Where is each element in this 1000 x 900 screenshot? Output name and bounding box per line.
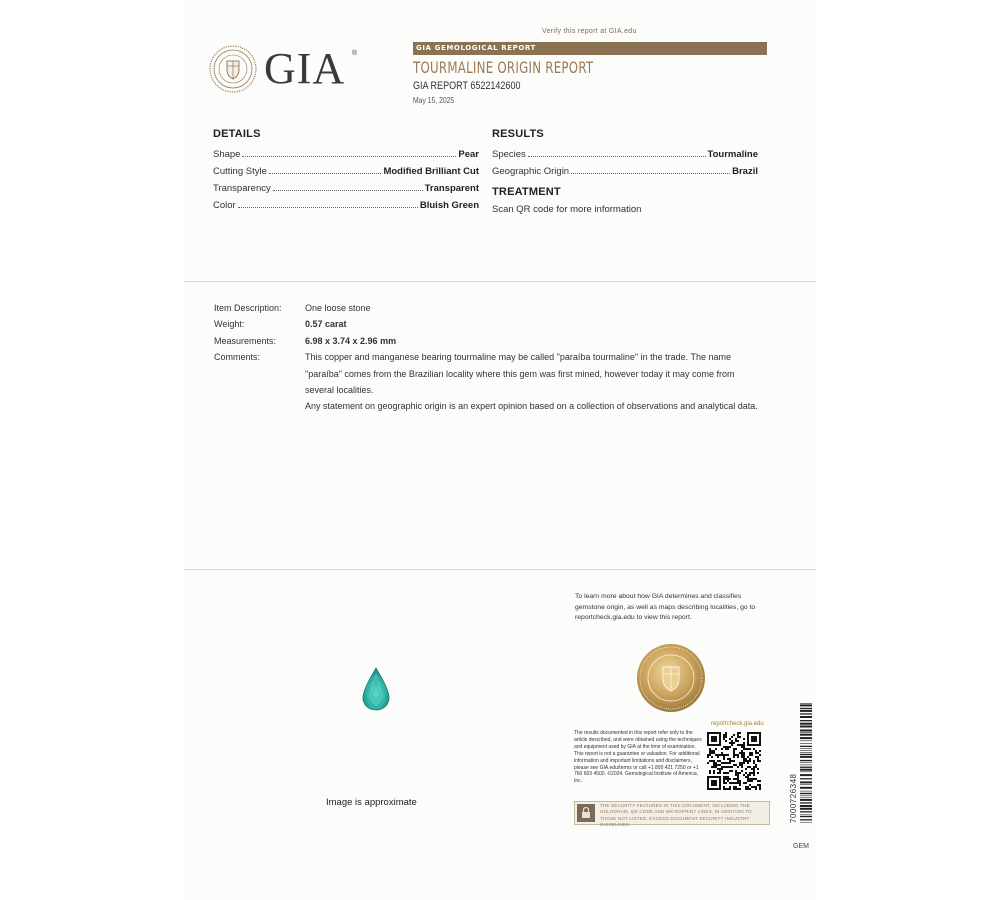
results-label: Species	[492, 149, 526, 160]
weight-label: Weight:	[214, 319, 245, 330]
dot-leader	[571, 173, 730, 174]
report-title: TOURMALINE ORIGIN REPORT	[413, 58, 594, 77]
weight-value: 0.57 carat	[305, 319, 347, 330]
image-caption: Image is approximate	[326, 797, 417, 808]
disclaimer-text: The results documented in this report refer only to the article described, and were obtained using the techniques and equipment used by GIA at the time of examination. This report is not a guarantee or valuation. For additional information and important limitations and disclaimers, please see GIA.edu/terms or call +1 800 421 7250 or +1 760 603 4500. ©2024. Gemological Institute of America, Inc.	[574, 730, 702, 785]
security-notice-text: THE SECURITY FEATURES IN THIS DOCUMENT, INCLUDING THE HOLOGRAM, QR CODE AND MICROPRINT LINES, IN ADDITION TO THOSE NOT LISTED, EXCEED DOCUMENT SECURITY INDUSTRY GUIDELINES.	[600, 803, 752, 828]
item-description-label: Item Description:	[214, 303, 282, 313]
details-list	[213, 143, 479, 211]
results-row-species	[492, 143, 758, 160]
barcode-number: 7000726348	[789, 773, 798, 823]
details-value: Transparent	[424, 183, 479, 194]
treatment-heading: TREATMENT	[492, 186, 561, 198]
comments-paragraph-1: This copper and manganese bearing tourmaline may be called "paraíba tourmaline" in the trade. The name "paraíba" comes from the Brazilian locality where this gem was first mined, however today it may come from several localities.	[305, 352, 735, 396]
reportcheck-url[interactable]: reportcheck.gia.edu	[711, 721, 764, 727]
gia-seal-logo-icon	[208, 44, 258, 94]
results-heading: RESULTS	[492, 128, 544, 140]
barcode	[800, 703, 812, 823]
qr-code[interactable]	[707, 732, 761, 790]
comments-paragraph-2: Any statement on geographic origin is an expert opinion based on a collection of observations and analytical data.	[305, 401, 758, 412]
dot-leader	[242, 156, 456, 157]
weight-row	[214, 316, 762, 332]
gemstone-image	[361, 667, 391, 711]
details-label: Transparency	[213, 183, 271, 194]
measurements-label: Measurements:	[214, 335, 277, 346]
details-label: Color	[213, 200, 236, 211]
treatment-text: Scan QR code for more information	[492, 204, 642, 215]
verify-text: Verify this report at GIA.edu	[542, 28, 637, 35]
item-info	[214, 300, 762, 415]
dot-leader	[269, 173, 382, 174]
details-row-color	[213, 194, 479, 211]
details-row-shape	[213, 143, 479, 160]
results-value: Tourmaline	[707, 149, 758, 160]
comments-label: Comments:	[214, 352, 261, 363]
lock-icon	[577, 804, 595, 822]
results-row-geographic-origin	[492, 160, 758, 177]
report-number: GIA REPORT 6522142600	[413, 80, 521, 92]
details-heading: DETAILS	[213, 128, 261, 140]
item-description-row	[214, 300, 762, 316]
details-row-transparency	[213, 177, 479, 194]
report-banner: GIA GEMOLOGICAL REPORT	[413, 42, 767, 55]
results-value: Brazil	[732, 166, 758, 177]
comments-row	[214, 349, 762, 415]
gia-gold-seal-icon	[636, 643, 706, 713]
fold-line-bottom	[184, 569, 816, 570]
learn-more-text: To learn more about how GIA determines and classifies gemstone origin, as well as maps describing localities, go to reportcheck.gia.edu to view this report.	[575, 593, 756, 621]
details-label: Cutting Style	[213, 166, 267, 177]
details-value: Modified Brilliant Cut	[383, 166, 479, 177]
details-value: Pear	[458, 149, 479, 160]
details-row-cutting-style	[213, 160, 479, 177]
details-label: Shape	[213, 149, 241, 160]
dot-leader	[528, 156, 706, 157]
dot-leader	[273, 190, 423, 191]
results-label: Geographic Origin	[492, 166, 570, 177]
item-description-value: One loose stone	[305, 303, 371, 313]
results-list	[492, 143, 758, 177]
comments-body	[305, 349, 762, 415]
gia-brand: GIA	[264, 44, 346, 93]
measurements-row	[214, 333, 762, 349]
dot-leader	[238, 207, 418, 208]
measurements-value: 6.98 x 3.74 x 2.96 mm	[305, 335, 397, 346]
details-value: Bluish Green	[419, 200, 479, 211]
gem-label: GEM	[793, 843, 809, 850]
registered-mark: ®	[352, 50, 358, 57]
report-date: May 15, 2025	[413, 96, 455, 105]
fold-line-top	[184, 281, 816, 282]
